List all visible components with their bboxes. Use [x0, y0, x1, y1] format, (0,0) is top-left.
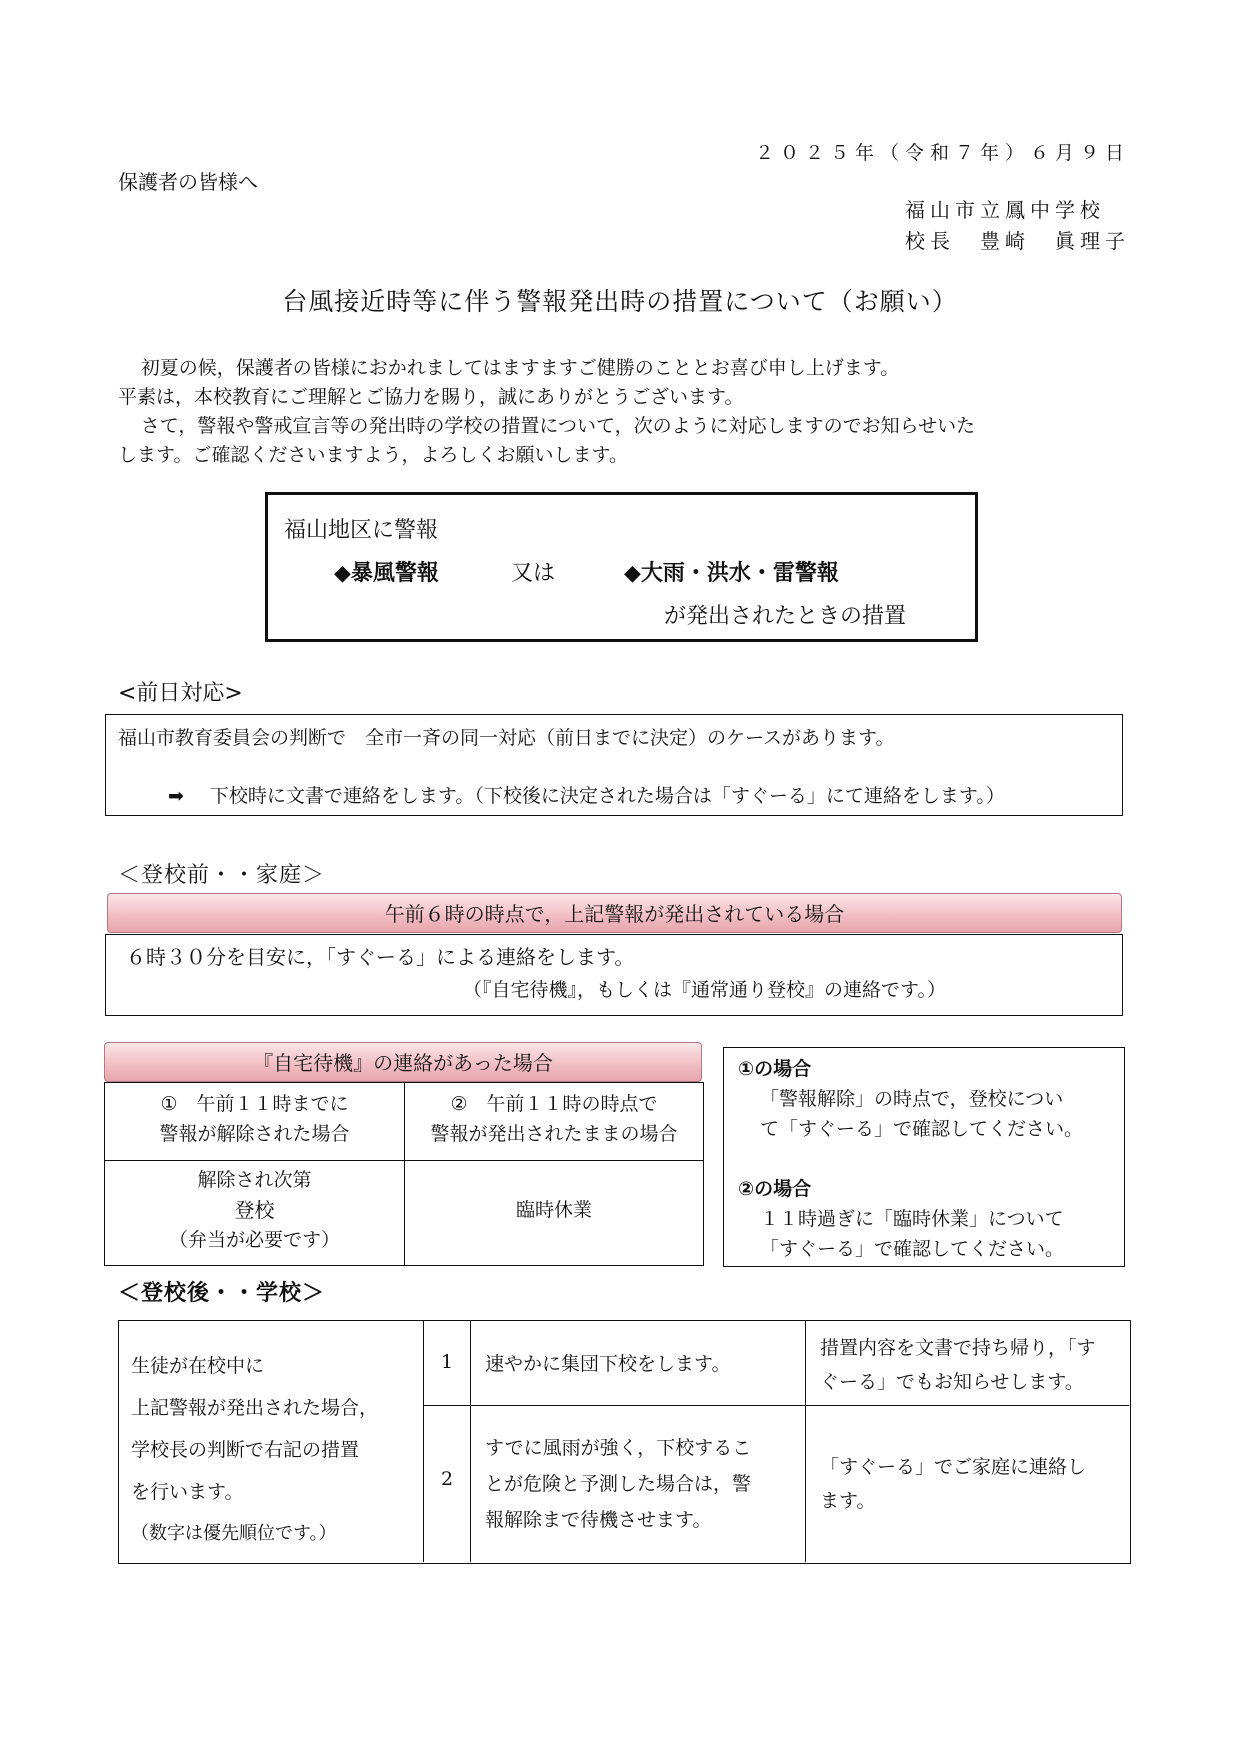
intro-line-1: 初夏の候，保護者の皆様におかれましてはますますご健勝のこととお喜び申し上げます。: [140, 357, 900, 379]
previous-day-action-text: 下校時に文書で連絡をします。（下校後に決定された場合は「すぐーる」にて連絡をします。）: [209, 785, 1005, 807]
case-1-note-line-1: 「警報解除」の時点で，登校につい: [760, 1088, 1064, 1110]
priority-1-contact-line-2: ぐーる」でもお知らせします。: [820, 1371, 1084, 1393]
previous-day-text: 福山市教育委員会の判断で 全市一斉の同一対応（前日までに決定）のケースがあります。: [118, 727, 895, 749]
priority-2-contact: [806, 1406, 1129, 1562]
case-2-header: [405, 1083, 703, 1161]
case-1-result-line-1: 解除され次第: [197, 1169, 312, 1191]
priority-1-contact: [806, 1321, 1129, 1406]
after-school-heading: ＜登校後・・学校＞: [118, 1281, 326, 1306]
case-notes-box: [723, 1047, 1125, 1267]
case-2-line-2: 警報が発出されたままの場合: [430, 1123, 678, 1145]
document-title: 台風接近時等に伴う警報発出時の措置について（お願い）: [282, 287, 958, 316]
six-am-condition-band: 午前６時の時点で，上記警報が発出されている場合: [107, 893, 1122, 933]
school-name: 福山市立鳳中学校: [905, 198, 1105, 222]
priority-1-action: 速やかに集団下校をします。: [471, 1321, 806, 1406]
previous-day-box: [105, 714, 1123, 816]
condition-line-5: （数字は優先順位です。）: [131, 1523, 337, 1544]
priority-2-contact-line-2: ます。: [820, 1490, 876, 1512]
arrow-right-icon: ➡: [168, 785, 184, 807]
or-label: 又は: [511, 561, 556, 586]
condition-line-4: を行います。: [131, 1481, 244, 1503]
intro-line-3: さて，警報や警戒宣言等の発出時の学校の措置について，次のように対応しますのでお知らせいた: [140, 415, 976, 437]
case-1-result-line-2: 登校: [234, 1198, 275, 1222]
condition-line-3: 学校長の判断で右記の措置: [131, 1439, 360, 1461]
sender-block: [905, 195, 1130, 257]
priority-2-action-line-1: すでに風雨が強く，下校するこ: [485, 1437, 752, 1459]
case-1-result: [105, 1161, 405, 1265]
case-1-line-2: 警報が解除された場合: [159, 1123, 350, 1145]
warning-conditions-box: [265, 492, 978, 642]
priority-2-contact-line-1: 「すぐーる」でご家庭に連絡し: [820, 1456, 1087, 1478]
case-2-note-line-2: 「すぐーる」で確認してください。: [760, 1238, 1065, 1260]
six-am-action-text: ６時３０分を目安に，「すぐーる」による連絡をします。: [126, 945, 635, 969]
case-1-note-line-2: て「すぐーる」で確認してください。: [760, 1118, 1084, 1140]
case-2-line-1: ② 午前１１時の時点で: [450, 1093, 658, 1115]
case-2-result: 臨時休業: [515, 1199, 592, 1221]
priority-2-action-line-2: とが危険と予測した場合は，警: [485, 1473, 752, 1495]
home-standby-band: 『自宅待機』の連絡があった場合: [104, 1042, 702, 1082]
condition-line-2: 上記警報が発出された場合，: [131, 1397, 379, 1419]
home-standby-table: [104, 1082, 704, 1266]
priority-2-action-line-3: 報解除まで待機させます。: [485, 1509, 712, 1531]
principal-name: 校長 豊崎 眞理子: [905, 229, 1130, 253]
case-1-header: [105, 1083, 405, 1161]
before-school-heading: ＜登校前・・家庭＞: [118, 863, 326, 888]
six-am-action-note: （『自宅待機』，もしくは『通常通り登校』の連絡です。）: [463, 979, 946, 1001]
intro-paragraph: [118, 354, 1128, 470]
warning-measures-label: が発出されたときの措置: [664, 604, 907, 629]
six-am-action-box: [105, 934, 1123, 1016]
case-2-note-title: ②の場合: [738, 1178, 812, 1200]
addressee: 保護者の皆様へ: [118, 170, 258, 194]
previous-day-action: [168, 781, 1005, 808]
case-1-line-1: ① 午前１１時までに: [160, 1093, 349, 1115]
after-school-table: [118, 1320, 1131, 1564]
condition-line-1: 生徒が在校中に: [131, 1355, 265, 1377]
document-date: ２０２５年（令和７年）６月９日: [754, 142, 1130, 164]
priority-number-2: 2: [424, 1406, 471, 1562]
case-2-note-line-1: １１時過ぎに「臨時休業」について: [760, 1208, 1064, 1230]
warning-region: 福山地区に警報: [284, 518, 439, 543]
case-1-note-title: ①の場合: [738, 1058, 812, 1080]
case-1-result-line-3: （弁当が必要です）: [168, 1229, 340, 1251]
previous-day-heading: <前日対応>: [118, 681, 243, 706]
priority-1-contact-line-1: 措置内容を文書で持ち帰り，「す: [820, 1337, 1096, 1359]
intro-line-4: します。ご確認くださいますよう，よろしくお願いします。: [118, 444, 628, 466]
intro-line-2: 平素は，本校教育にご理解とご協力を賜り，誠にありがとうございます。: [118, 386, 744, 408]
rain-flood-thunder-warning: ◆大雨・洪水・雷警報: [624, 561, 839, 586]
after-school-condition: [119, 1321, 424, 1562]
priority-number-1: 1: [424, 1321, 471, 1406]
priority-2-action: [471, 1406, 806, 1562]
storm-warning: ◆暴風警報: [334, 561, 439, 586]
